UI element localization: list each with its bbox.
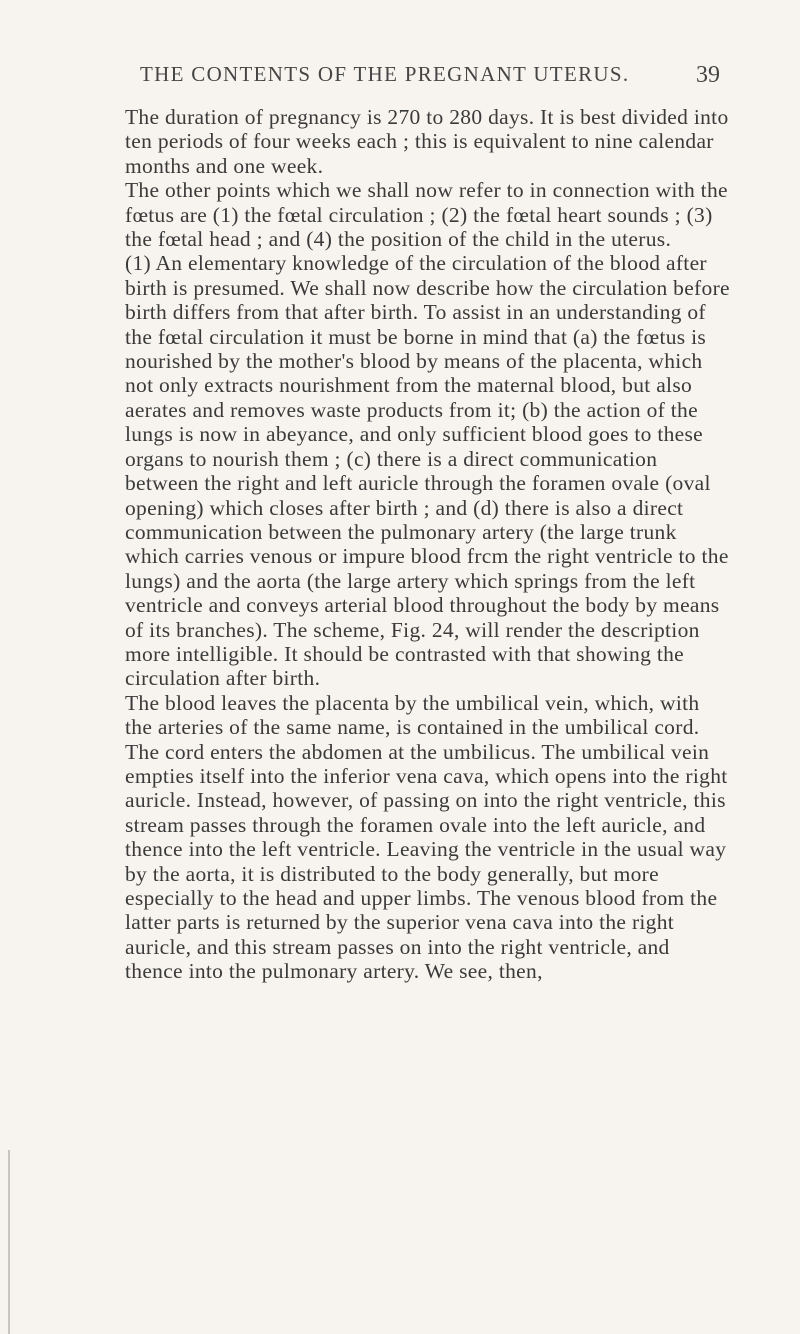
running-title: THE CONTENTS OF THE PREGNANT UTERUS. (140, 62, 630, 86)
running-head (140, 62, 720, 87)
paragraph-foetus-points: The other points which we shall now refer to in connection with the fœtus are (1) the fœtal circulation ; (2) the fœtal heart sounds ; (3) the fœtal head ; and (4) the position of the child in the uterus. (125, 178, 728, 252)
paragraph-blood-path: The blood leaves the placenta by the umbilical vein, which, with the arteries of the same name, is contained in the umbilical cord. The cord enters the abdomen at the umbilicus. The umbilical vein empties itself into the inferior vena cava, which opens into the right auricle. Instead, however, of passing on into the right ventricle, this stream passes through the foramen ovale into the left auricle, and thence into the left ventricle. Leaving the ventricle in the usual way by the aorta, it is distributed to the body generally, but more especially to the head and upper limbs. The venous blood from the latter parts is returned by the superior vena cava into the right auricle, and this stream passes on into the right ventricle, and thence into the pulmonary artery. We see, then, (125, 690, 728, 984)
body-text (125, 105, 731, 984)
paragraph-circulation: (1) An elementary knowledge of the circulation of the blood after birth is presumed. We shall now describe how the circulation before birth differs from that after birth. To assist in an understanding of the fœtal circulation it must be borne in mind that (a) the fœtus is nourished by the mother's blood by means of the placenta, which not only extracts nourishment from the maternal blood, but also aerates and removes waste products from it; (b) the action of the lungs is now in abeyance, and only sufficient blood goes to these organs to nourish them ; (c) there is a direct communication between the right and left auricle through the foramen ovale (oval opening) which closes after birth ; and (d) there is also a direct communication between the pulmonary artery (the large trunk which carries venous or impure blood frcm the right ventricle to the lungs) and the aorta (the large artery which springs from the left ventricle and conveys arterial blood throughout the body by means of its branches). The scheme, Fig. 24, will render the description more intelligible. It should be contrasted with that showing the circulation after birth. (125, 251, 730, 691)
paragraph-duration: The duration of pregnancy is 270 to 280 days. It is best divided into ten periods of four weeks each ; this is equivalent to nine calendar months and one week. (125, 105, 729, 178)
page-number: 39 (696, 62, 720, 88)
page-edge-rule (8, 1150, 10, 1334)
